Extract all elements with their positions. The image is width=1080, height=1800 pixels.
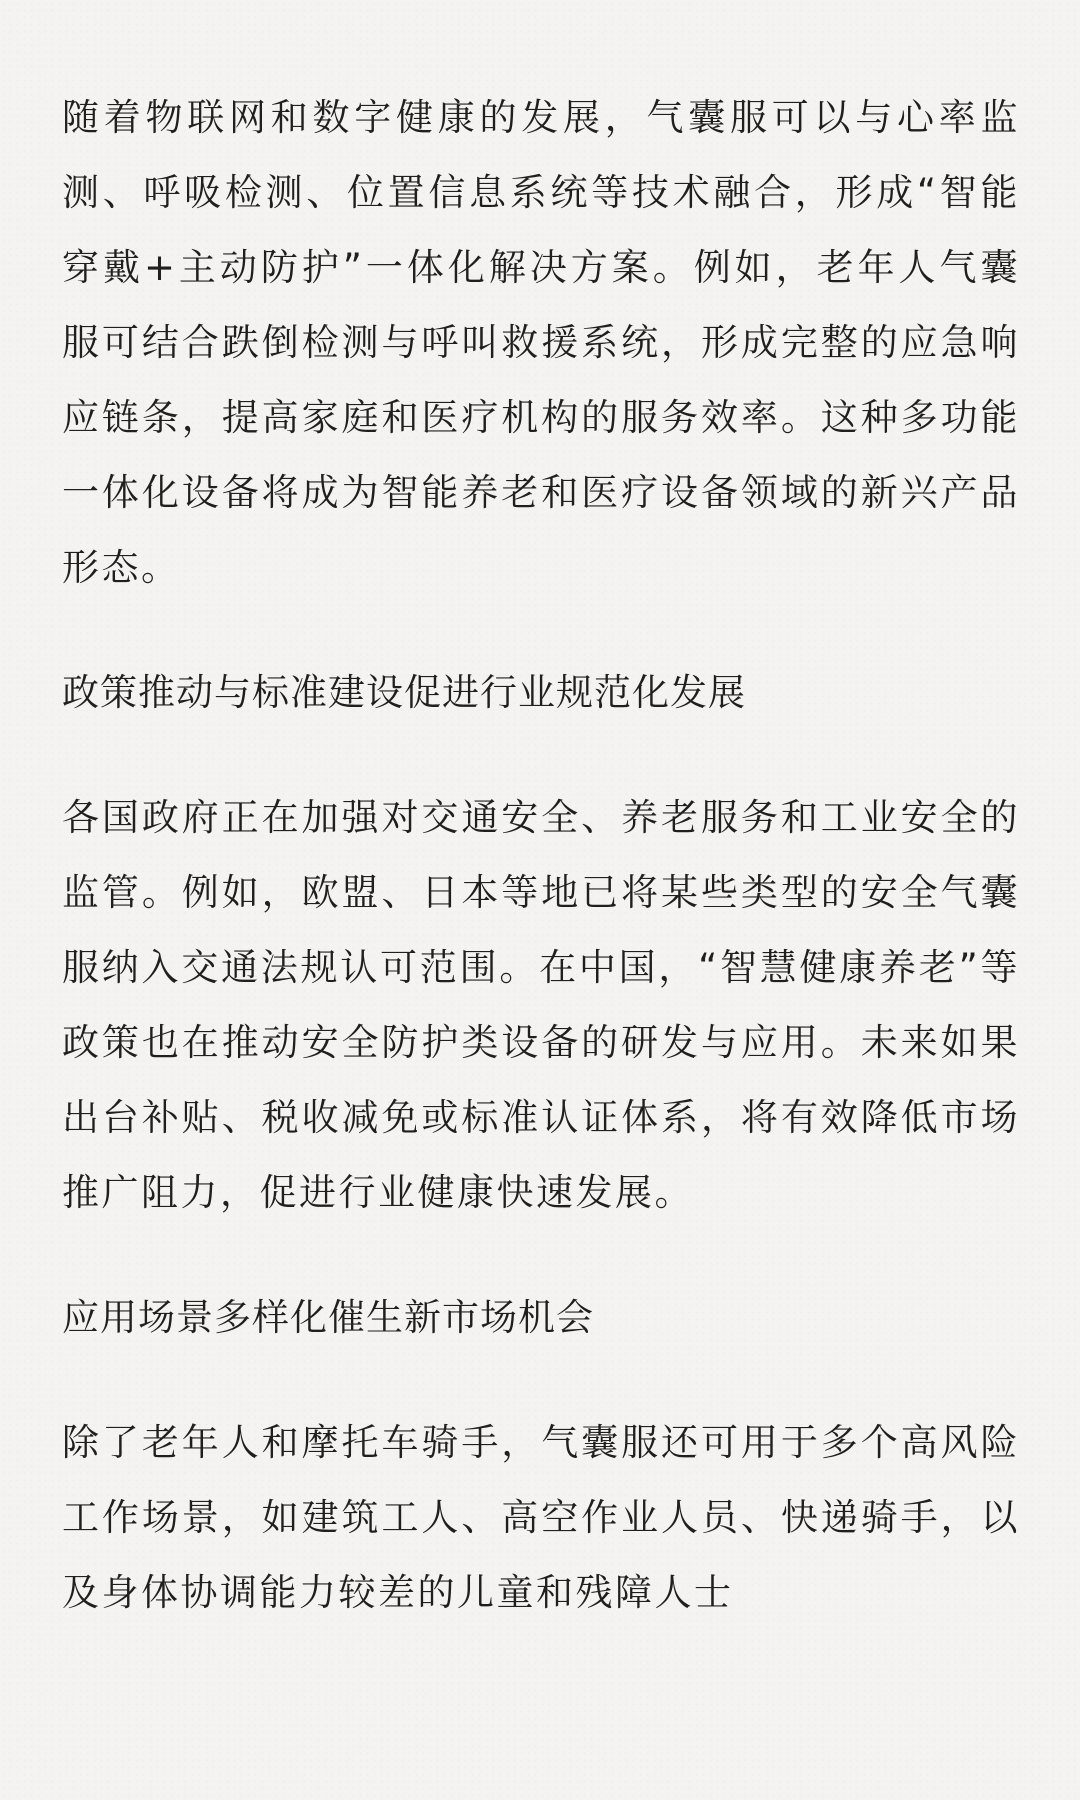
paragraph-spacer <box>62 1230 1020 1280</box>
section-heading-policy: 政策推动与标准建设促进行业规范化发展 <box>62 671 746 714</box>
paragraph-spacer <box>62 1355 1020 1405</box>
article-paragraph-3: 除了老年人和摩托车骑手，气囊服还可用于多个高风险工作场景，如建筑工人、高空作业人员、快递骑手，以及身体协调能力较差的儿童和残障人士 <box>62 1421 1020 1614</box>
paragraph-spacer <box>62 605 1020 655</box>
section-heading-scenarios: 应用场景多样化催生新市场机会 <box>62 1296 594 1339</box>
paragraph-spacer <box>62 730 1020 780</box>
article-paragraph-2: 各国政府正在加强对交通安全、养老服务和工业安全的监管。例如，欧盟、日本等地已将某些类型的安全气囊服纳入交通法规认可范围。在中国，“智慧健康养老”等政策也在推动安全防护类设备的研发与应用。未来如果出台补贴、税收减免或标准认证体系，将有效降低市场推广阻力，促进行业健康快速发展。 <box>62 796 1020 1214</box>
article-paragraph-1: 随着物联网和数字健康的发展，气囊服可以与心率监测、呼吸检测、位置信息系统等技术融合，形成“智能穿戴+主动防护”一体化解决方案。例如，老年人气囊服可结合跌倒检测与呼叫救援系统，形成完整的应急响应链条，提高家庭和医疗机构的服务效率。这种多功能一体化设备将成为智能养老和医疗设备领域的新兴产品形态。 <box>62 96 1020 589</box>
